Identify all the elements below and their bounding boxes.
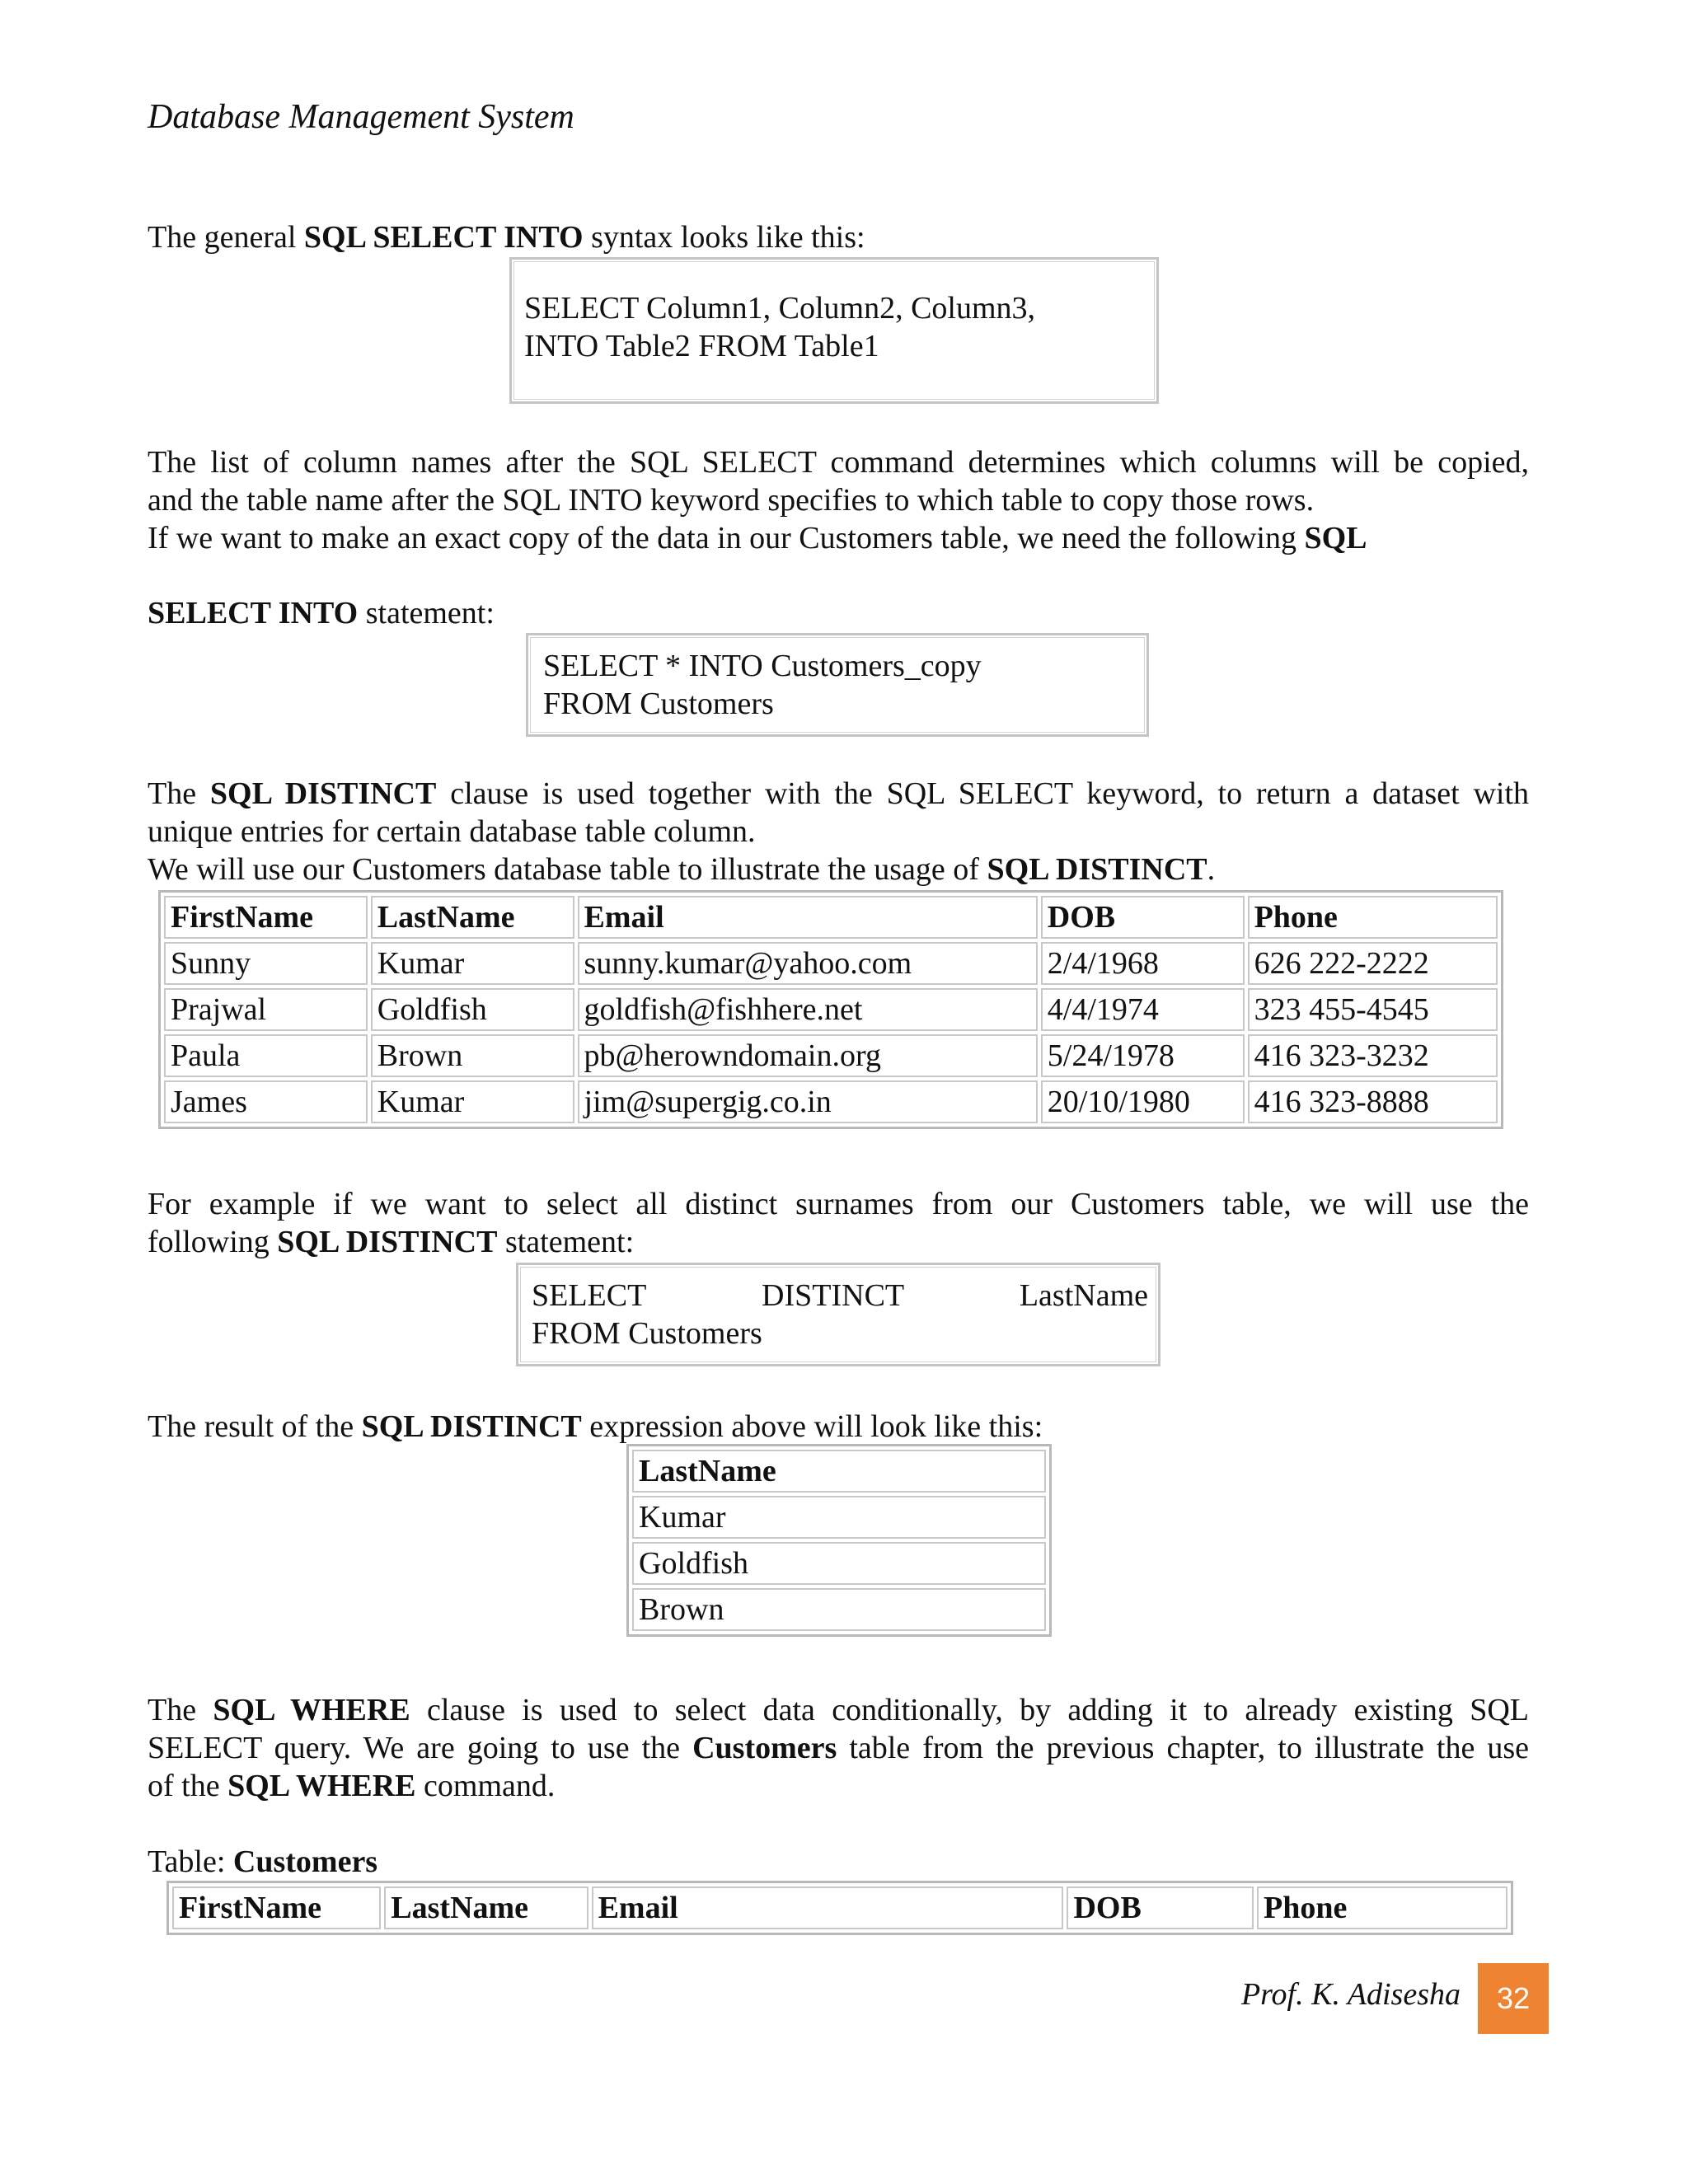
- code-line: INTO Table2 FROM Table1: [524, 329, 879, 363]
- bold-text: SQL DISTINCT: [209, 776, 437, 811]
- text: statement:: [497, 1225, 635, 1259]
- table-row: [164, 1080, 1498, 1123]
- customers-table-where: [166, 1881, 1513, 1935]
- table-cell: 5/24/1978: [1041, 1034, 1245, 1077]
- code-line: SELECT * INTO Customers_copy: [543, 649, 982, 683]
- table-cell: Kumar: [632, 1496, 1046, 1539]
- text: The general: [148, 220, 304, 255]
- table-cell: Prajwal: [164, 988, 368, 1031]
- column-header: LastName: [632, 1450, 1046, 1493]
- column-header: FirstName: [172, 1886, 381, 1929]
- bold-text: Customers: [232, 1844, 378, 1879]
- code-line: SELECT Column1, Column2, Column3,: [524, 291, 1036, 326]
- code-block-select-distinct: [516, 1263, 1160, 1366]
- table-cell: Kumar: [371, 1080, 574, 1123]
- table-header-row: [164, 896, 1498, 939]
- distinct-lastname-table: [626, 1444, 1052, 1637]
- code-line: FROM Customers: [532, 1316, 762, 1351]
- bold-text: SQL SELECT INTO: [303, 220, 584, 255]
- table-cell: pb@herowndomain.org: [578, 1034, 1038, 1077]
- paragraph-distinct-result: [148, 1408, 1529, 1446]
- table-cell: Paula: [164, 1034, 368, 1077]
- table-caption: [148, 1843, 1529, 1881]
- table-row: [164, 942, 1498, 985]
- text: syntax looks like this:: [583, 220, 865, 255]
- table-cell: 20/10/1980: [1041, 1080, 1245, 1123]
- page-header-title: Database Management System: [148, 98, 574, 136]
- text: following: [148, 1225, 278, 1259]
- text-line: unique entries for certain database table column.: [148, 814, 756, 849]
- bold-text: SQL WHERE: [227, 1769, 416, 1803]
- table-cell: 2/4/1968: [1041, 942, 1245, 985]
- column-header: Email: [578, 896, 1038, 939]
- table-cell: Brown: [632, 1588, 1046, 1631]
- column-header: LastName: [371, 896, 574, 939]
- text: Table:: [148, 1844, 233, 1879]
- text: SELECT query. We are going to use the: [148, 1731, 693, 1765]
- bold-text: SQL DISTINCT: [361, 1409, 582, 1444]
- column-header: FirstName: [164, 896, 368, 939]
- table-row: [164, 988, 1498, 1031]
- column-header: Phone: [1248, 896, 1498, 939]
- code-line: SELECT DISTINCT LastName: [532, 1278, 1148, 1313]
- table-cell: Sunny: [164, 942, 368, 985]
- bold-text: SELECT INTO: [148, 596, 359, 630]
- column-header: LastName: [384, 1886, 588, 1929]
- column-header: DOB: [1041, 896, 1245, 939]
- table-cell: Kumar: [371, 942, 574, 985]
- text: The result of the: [148, 1409, 362, 1444]
- table-row: [164, 1034, 1498, 1077]
- customers-table: [158, 890, 1503, 1129]
- column-header: Phone: [1257, 1886, 1507, 1929]
- table-cell: goldfish@fishhere.net: [578, 988, 1038, 1031]
- table-row: [632, 1496, 1046, 1539]
- bold-text: SQL WHERE: [213, 1693, 410, 1727]
- table-header-row: [632, 1450, 1046, 1493]
- text: expression above will look like this:: [581, 1409, 1043, 1444]
- text-line: and the table name after the SQL INTO keyword specifies to which table to copy those rows.: [148, 483, 1315, 518]
- text-line: For example if we want to select all distinct surnames from our Customers table, we will use the: [148, 1187, 1529, 1221]
- column-header: DOB: [1067, 1886, 1254, 1929]
- table-cell: 4/4/1974: [1041, 988, 1245, 1031]
- bold-text: SQL DISTINCT: [987, 852, 1207, 887]
- text: .: [1207, 852, 1216, 887]
- paragraph-select-into-explanation: [148, 443, 1529, 632]
- code-line: FROM Customers: [543, 687, 774, 721]
- text: We will use our Customers database table to illustrate the usage of: [148, 852, 987, 887]
- table-cell: Goldfish: [371, 988, 574, 1031]
- text: clause is used to select data conditionally, by adding it to already existing SQL: [410, 1693, 1529, 1727]
- table-header-row: [172, 1886, 1507, 1929]
- text: clause is used together with the SQL SELECT keyword, to return a dataset with: [436, 776, 1530, 811]
- table-row: [632, 1542, 1046, 1585]
- text: command.: [415, 1769, 556, 1803]
- paragraph-where-intro: [148, 1691, 1529, 1805]
- footer-author: Prof. K. Adisesha: [1240, 1977, 1461, 2012]
- table-cell: Brown: [371, 1034, 574, 1077]
- bold-text: Customers: [692, 1731, 837, 1765]
- page-number-badge: 32: [1478, 1963, 1549, 2034]
- column-header: Email: [592, 1886, 1064, 1929]
- table-cell: 416 323-8888: [1248, 1080, 1498, 1123]
- table-row: [632, 1588, 1046, 1631]
- table-cell: 626 222-2222: [1248, 942, 1498, 985]
- text: of the: [148, 1769, 228, 1803]
- paragraph-distinct-example: [148, 1185, 1529, 1261]
- text: table from the previous chapter, to illustrate the use: [837, 1731, 1529, 1765]
- intro-select-into: [148, 218, 1529, 256]
- table-cell: 416 323-3232: [1248, 1034, 1498, 1077]
- table-cell: 323 455-4545: [1248, 988, 1498, 1031]
- text: The: [148, 1693, 213, 1727]
- code-block-select-into-example: [526, 633, 1149, 737]
- table-cell: jim@supergig.co.in: [578, 1080, 1038, 1123]
- text-line: The list of column names after the SQL SELECT command determines which columns will be copied,: [148, 445, 1529, 480]
- text: statement:: [358, 596, 495, 630]
- code-block-select-into-syntax: [509, 257, 1159, 404]
- text: The: [148, 776, 210, 811]
- text: If we want to make an exact copy of the data in our Customers table, we need the following: [148, 521, 1305, 555]
- table-cell: James: [164, 1080, 368, 1123]
- bold-text: SQL DISTINCT: [277, 1225, 498, 1259]
- bold-text: SQL: [1304, 521, 1367, 555]
- table-cell: sunny.kumar@yahoo.com: [578, 942, 1038, 985]
- table-cell: Goldfish: [632, 1542, 1046, 1585]
- paragraph-distinct-intro: [148, 775, 1529, 888]
